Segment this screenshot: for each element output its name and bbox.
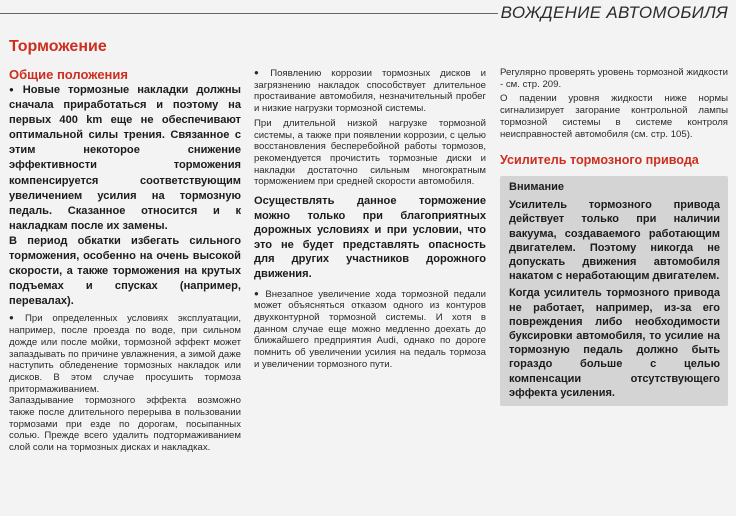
paragraph-corrosion: ● Появлению коррозии тормозных дисков и загрязнению накладок способствует длительное простаивание автомобиля, незначительный пробег и низкие нагрузки тормозной системы. xyxy=(254,67,486,115)
paragraph-fluid-warning: О падении уровня жидкости ниже нормы сигнализирует загорание контрольной лампы тормозной системы в системе контроля неисправностей автомобиля (см. стр. 105). xyxy=(500,93,728,140)
paragraph-salt-roads: Запаздывание тормозного эффекта возможно также после длительного перерыва в пользовании тормозами при езде по дорогам, посыпанных солью. Прежде всего удалить подтормаживанием слой соли на тормозных дисках и накладках. xyxy=(9,395,241,454)
column-right xyxy=(500,67,728,406)
section-title: Торможение xyxy=(9,38,107,55)
paragraph-break-in: В период обкатки избегать сильного торможения, особенно на очень высокой скорости, а также торможения на крутых подъемах и спусках (например, перевалах). xyxy=(9,234,241,308)
paragraph-road-conditions: Осуществлять данное торможение можно только при благоприятных дорожных условиях и при условии, что это не будет представлять опасность для других участников дорожного движения. xyxy=(254,195,486,280)
warning-box xyxy=(500,176,728,406)
header-rule xyxy=(0,13,498,14)
subsection-title-booster: Усилитель тормозного привода xyxy=(500,153,699,168)
column-middle xyxy=(254,67,486,371)
column-left xyxy=(9,38,241,454)
paragraph-wet-conditions: ● При определенных условиях эксплуатации, например, после проезда по воде, при сильном дожде или после мойки, тормозной эффект может запаздывать по причине увлажнения, а зимой даже наступить обледенение тормозных накладок или дисков. В этом случае просушить тормоза притормаживанием. xyxy=(9,312,241,395)
paragraph-fluid-check: Регулярно проверять уровень тормозной жидкости - см. стр. 209. xyxy=(500,67,728,90)
paragraph-pedal-travel: ● Внезапное увеличение хода тормозной педали может объясняться отказом одного из контуров двухконтурной тормозной системы. И хотя в данном случае еще можно медленно доехать до ближайшего предприятия Audi, однако по дороге помнить об увеличении усилия на педаль тормоза и увеличении тормозного пути. xyxy=(254,288,486,371)
warning-title: Внимание xyxy=(509,181,564,194)
subsection-title: Общие положения xyxy=(9,67,128,82)
paragraph-cleaning: При длительной низкой нагрузке тормозной системы, а также при появлении коррозии, с целью восстановления бесперебойной работы тормозов, рекомендуется прочистить тормозные диски и накладки достаточно сильным многократным торможением при средней скорости автомобиля. xyxy=(254,117,486,188)
paragraph-new-pads: ● Новые тормозные накладки должны сначала приработаться и поэтому на первых 400 km еще не обеспечивают оптимальной силы трения. Связанное с этим некоторое снижение эффективности торможения компенсируется соответствующим увеличением усилия на тормозную педаль. Сказанное относится и к накладкам после их замены. xyxy=(9,82,241,234)
warning-paragraph-towing: Когда усилитель тормозного привода не работает, например, из-за его повреждения либо необходимости буксировки автомобиля, то усилие на тормозную педаль должно быть гораздо больше с целью компенсации отсутствующего эффекта усиления. xyxy=(509,287,720,399)
warning-paragraph-vacuum: Усилитель тормозного привода действует только при наличии вакуума, создаваемого работающим двигателем. Поэтому никогда не допускать движения автомобиля накатом с неработающим двигателем. xyxy=(509,199,720,283)
running-header: ВОЖДЕНИЕ АВТОМОБИЛЯ xyxy=(500,3,728,22)
